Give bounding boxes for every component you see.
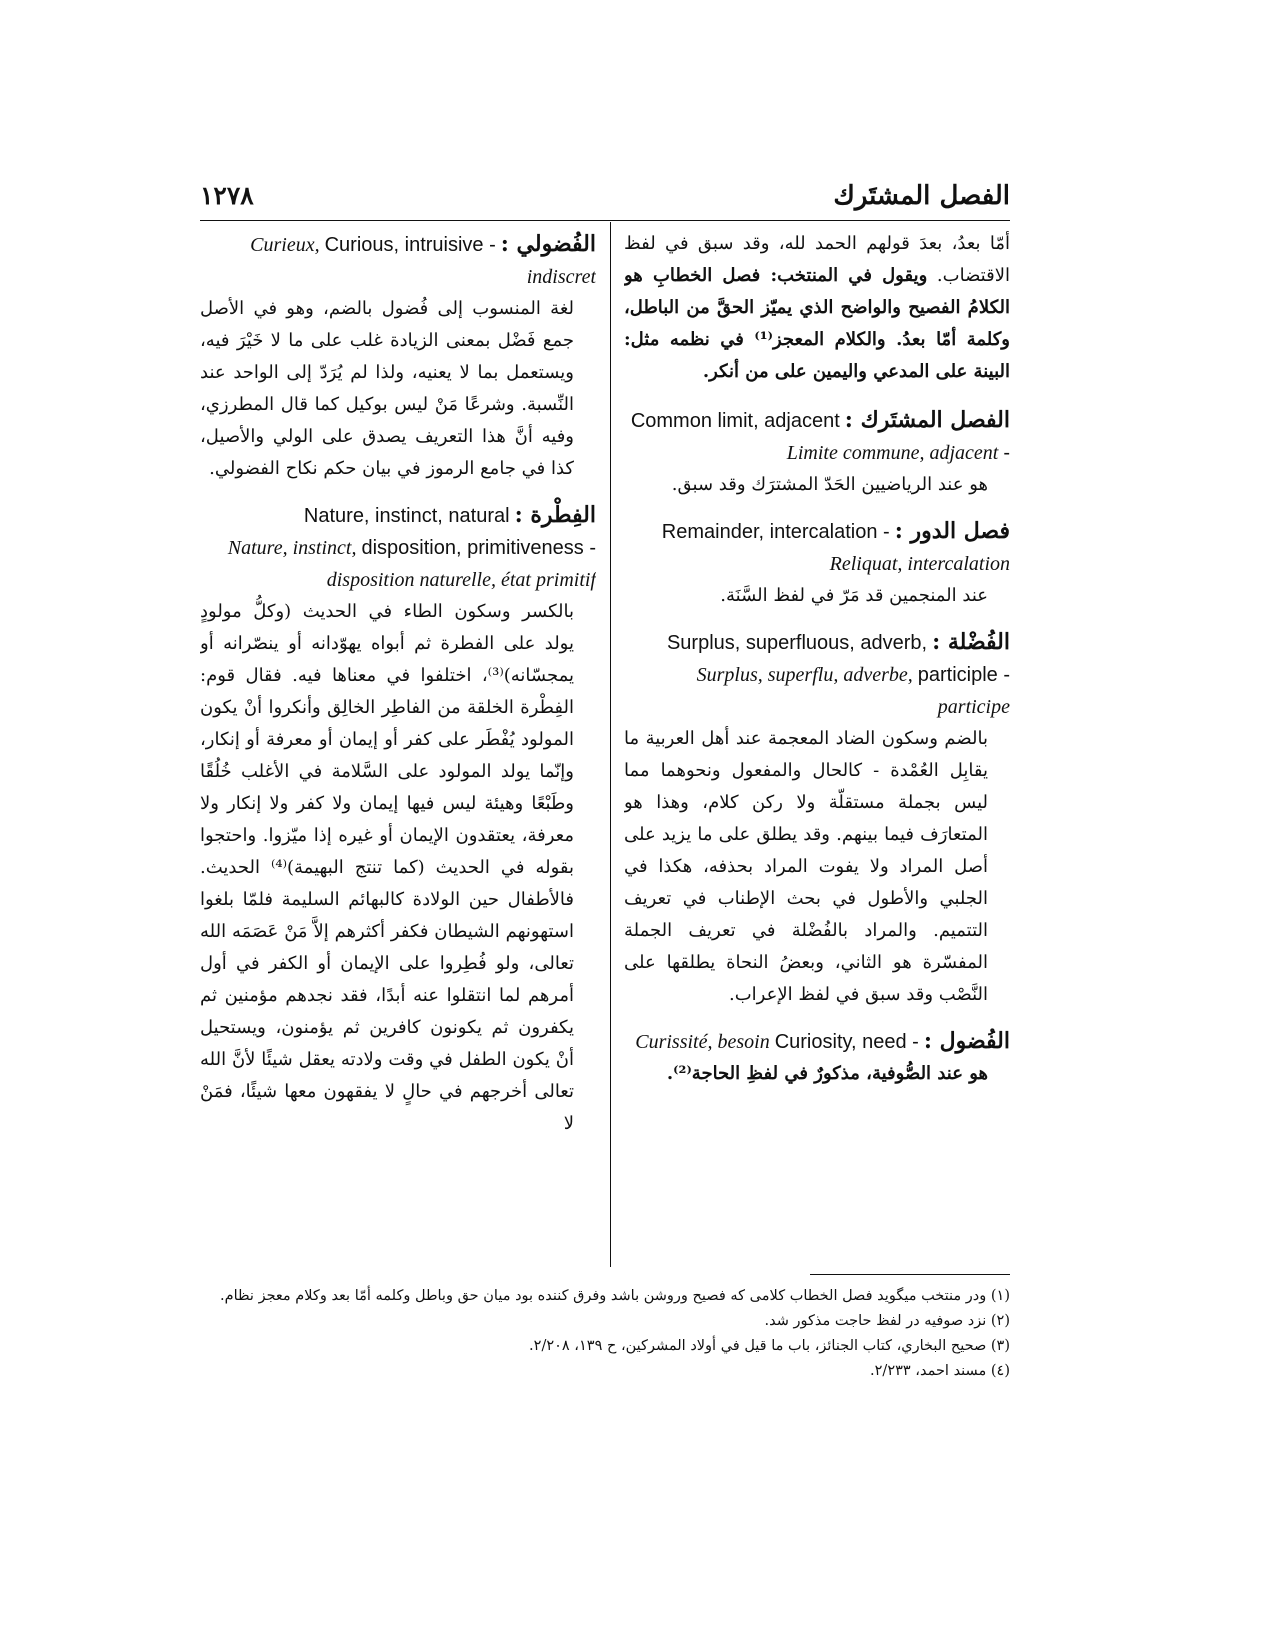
entry-term: الفُضول : [923, 1028, 1010, 1054]
entry-term: الفُضْلة : [932, 629, 1010, 655]
entry-body: لغة المنسوب إلى فُضول بالضم، وهو في الأصل جمع فَضْل بمعنى الزيادة غلب على ما لا خَيْرَ فيه، ويستعمل بما لا يعنيه، ولذا لم يُرَدّ إلى الواحد عند النِّسبة. وشرعًا مَنْ ليس بوكيل كما قال المطرزي، وفيه أنَّ هذا التعريف يصدق على الولي والأصيل، كذا في جامع الرموز في بيان حكم نكاح الفضولي. [200, 298, 574, 479]
footnote-4: (٤) مسند احمد، ٢/٢٣٣. [870, 1363, 1010, 1379]
entry-body: بالكسر وسكون الطاء في الحديث (وكلُّ مولودٍ يولد على الفطرة ثم أبواه يهوّدانه أو ينصّرانه أو يمجسّانه)⁽³⁾، اختلفوا في معناها فيه. فقال قوم: الفِطْرة الخلقة من الفاطِر الخالِق وأنكروا أنْ يكون المولود يُفْطَر على كفر أو إيمان أو معرفة أو إنكار، وإنّما يولد المولود على السَّلامة في الأغلب خُلُقًا وطَبْعًا وهيئة ليس فيها إيمان ولا كفر ولا إنكار ولا معرفة، يعتقدون الإيمان أو غيره إذا ميّزوا. واحتجوا بقوله في الحديث (كما تنتج البهيمة)⁽⁴⁾ الحديث. فالأطفال حين الولادة كالبهائم السليمة فلمّا بلغوا استهونهم الشيطان فكفر أكثرهم إلاَّ مَنْ عَصَمَه الله تعالى، ولو فُطِروا على الإيمان أو الكفر في أول أمرهم لما انتقلوا عنه أبدًا، فقد نجدهم مؤمنين ثم يكفرون ثم يكونون كافرين ثم يؤمنون، ويستحيل أنْ يكون الطفل في وقت ولادته يعقل شيئًا لأنَّ الله تعالى أخرجهم في حالٍ لا يفقهون معها شيئًا، فمَنْ لا [200, 601, 574, 1134]
entry-common-limit [624, 404, 1010, 501]
entry-term: فصل الدور : [894, 518, 1010, 544]
footnotes [200, 1284, 1010, 1384]
entry-english: Common limit, adjacent - [630, 410, 1010, 464]
left-column [200, 228, 596, 1268]
entry-curious [200, 228, 596, 485]
entry-french: Limite commune, adjacent [786, 442, 999, 464]
entry-term: الفُضولي : [500, 231, 596, 257]
entry-body: بالضم وسكون الضاد المعجمة عند أهل العربية ما يقابِل العُمْدة - كالحال والمفعول ونحوهما مما ليس بجملة مستقلّة ولا ركن كلام، وهذا هو المتعارَف فيما بينهم. وقد يطلق على ما يزيد على أصل المراد ولا يفوت المراد بحذفه، هكذا في الجلبي والأطول في بحث الإطناب في تعريف التتميم. والمراد بالفُضْلة في تعريف الجملة المفسّرة هو الثاني، وبعضُ النحاة يطلقها على النَّصْب وقد سبق في لفظ الإعراب. [624, 728, 988, 1005]
entry-english: Remainder, intercalation - [661, 521, 890, 543]
page-header [200, 178, 1010, 221]
entry-french: Surplus, superflu, adverbe, participe [696, 664, 1010, 718]
entry-head [200, 228, 596, 293]
entry-french: Curissité, besoin [635, 1031, 770, 1053]
entry-curiosity [624, 1025, 1010, 1090]
entry-term: الفِطْرة : [514, 502, 596, 528]
entry-body: هو عند الصُّوفية، مذكورٌ في لفظِ الحاجة⁽²⁾. [666, 1063, 988, 1084]
footnote-2: (٢) نزد صوفيه در لفظ حاجت مذكور شد. [764, 1313, 1010, 1329]
entry-head [624, 404, 1010, 469]
page-number: ١٢٧٨ [200, 181, 254, 210]
entry-surplus [624, 626, 1010, 1011]
entry-remainder [624, 515, 1010, 612]
entry-english: Surplus, superfluous, adverb, participle - [666, 632, 1010, 686]
intro-text: أمّا بعدُ، بعدَ قولهم الحمد لله، وقد سبق في لفظ الاقتضاب. [624, 233, 1010, 286]
entry-english: Nature, instinct, natural disposition, primitiveness - [303, 505, 596, 559]
entry-english: Curious, intruisive - [324, 234, 496, 256]
entry-nature [200, 499, 596, 1140]
entry-head [624, 1025, 1010, 1058]
entry-french: Curieux, indiscret [250, 234, 596, 288]
entry-french: Nature, instinct, disposition naturelle, état primitif [227, 537, 596, 591]
intro-bold-text: ويقول في المنتخب: فصل الخطابِ هو الكلامُ الفصيح والواضح الذي يميّز الحقَّ من الباطل، وكلمة أمّا بعدُ. والكلام المعجز⁽¹⁾ في نظمه مثل: البينة على المدعي واليمين على من أنكر. [624, 265, 1010, 382]
entry-head [624, 626, 1010, 723]
page-title: الفصل المشتَرك [833, 181, 1010, 211]
entry-head [200, 499, 596, 596]
entry-french: Reliquat, intercalation [829, 553, 1010, 575]
footnote-1: (١) ودر منتخب ميگويد فصل الخطاب كلامى كه فصيح وروشن باشد وفرق كننده بود ميان حق وباطل وكلمه أمّا بعد وكلام معجز نظام. [220, 1288, 1010, 1304]
footnote-rule [810, 1274, 1010, 1275]
footnote-3: (٣) صحيح البخاري، كتاب الجنائز، باب ما قيل في أولاد المشركين، ح ١٣٩، ٢/٢٠٨. [529, 1338, 1010, 1354]
column-divider [610, 222, 611, 1267]
entry-head [624, 515, 1010, 580]
right-column [624, 228, 1010, 1268]
intro-paragraph [624, 228, 1010, 388]
entry-term: الفصل المشتَرك : [844, 407, 1010, 433]
entry-body: عند المنجمين قد مَرّ في لفظ السَّنَة. [720, 585, 988, 606]
entry-body: هو عند الرياضيين الحَدّ المشترَك وقد سبق. [671, 474, 988, 495]
entry-english: Curiosity, need - [774, 1031, 919, 1053]
